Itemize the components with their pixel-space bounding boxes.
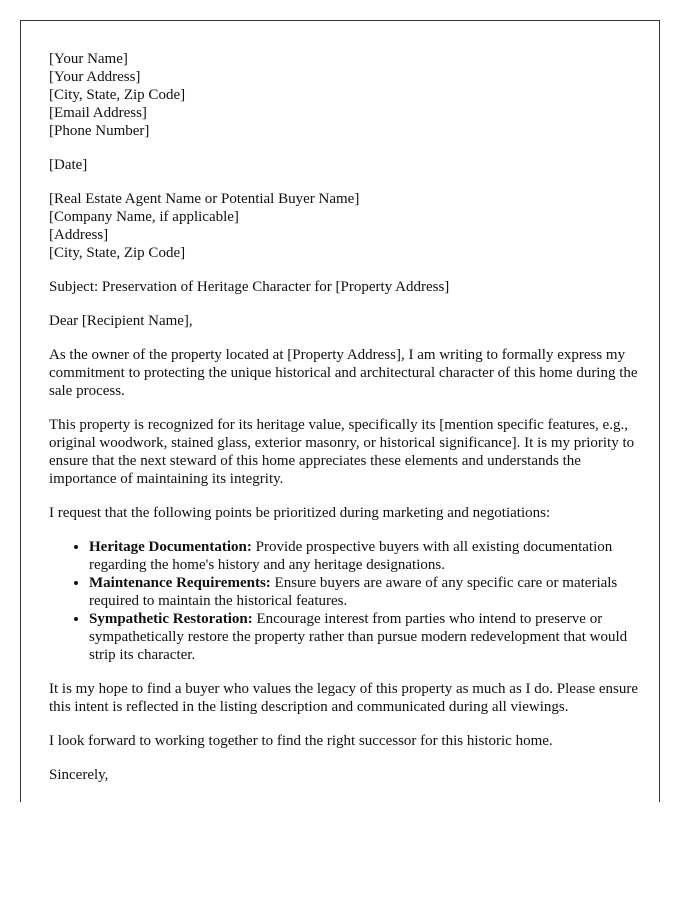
subject-line: Subject: Preservation of Heritage Character for [Property Address] <box>49 279 450 295</box>
point-title: Maintenance Requirements: <box>89 575 271 591</box>
sender-email: [Email Address] <box>49 105 147 121</box>
point-text: Provide prospective buyers with all existing documentation regarding the home's history and any heritage designations. <box>89 539 613 573</box>
body-paragraph-request: I request that the following points be prioritized during marketing and negotiations: <box>49 505 551 521</box>
sender-phone: [Phone Number] <box>49 123 150 139</box>
point-title: Heritage Documentation: <box>89 539 252 555</box>
signoff: Sincerely, <box>49 767 109 783</box>
letter-content <box>49 50 639 800</box>
body-paragraph-heritage: This property is recognized for its heritage value, specifically its [mention specific features, e.g., original woodwork, stained glass, exterior masonry, or historical significance]. It is my priority to ensure that the next steward of this home appreciates these elements and understands the importance of maintaining its integrity. <box>49 417 635 487</box>
salutation: Dear [Recipient Name], <box>49 313 193 329</box>
letter-date: [Date] <box>49 157 88 173</box>
point-text: Encourage interest from parties who intend to preserve or sympathetically restore the property rather than pursue modern redevelopment that would strip its character. <box>89 611 628 663</box>
priority-points-list <box>49 538 639 664</box>
point-text: Ensure buyers are aware of any specific care or materials required to maintain the historical features. <box>89 575 618 609</box>
sender-address: [Your Address] <box>49 69 141 85</box>
point-title: Sympathetic Restoration: <box>89 611 253 627</box>
closing-paragraph-forward: I look forward to working together to find the right successor for this historic home. <box>49 733 553 749</box>
recipient-city-state-zip: [City, State, Zip Code] <box>49 245 186 261</box>
list-item <box>89 538 639 574</box>
sender-name: [Your Name] <box>49 51 128 67</box>
closing-paragraph-hope: It is my hope to find a buyer who values the legacy of this property as much as I do. Please ensure this intent is reflected in the listing description and communicated during all viewings. <box>49 681 639 715</box>
recipient-company: [Company Name, if applicable] <box>49 209 239 225</box>
list-item <box>89 610 639 664</box>
recipient-block <box>49 190 639 262</box>
letter-page <box>20 20 660 802</box>
list-item <box>89 574 639 610</box>
body-paragraph-intro: As the owner of the property located at [Property Address], I am writing to formally express my commitment to protecting the unique historical and architectural character of this home during the sale process. <box>49 347 638 399</box>
sender-city-state-zip: [City, State, Zip Code] <box>49 87 186 103</box>
recipient-address: [Address] <box>49 227 109 243</box>
recipient-name: [Real Estate Agent Name or Potential Buyer Name] <box>49 191 360 207</box>
sender-block <box>49 50 639 140</box>
